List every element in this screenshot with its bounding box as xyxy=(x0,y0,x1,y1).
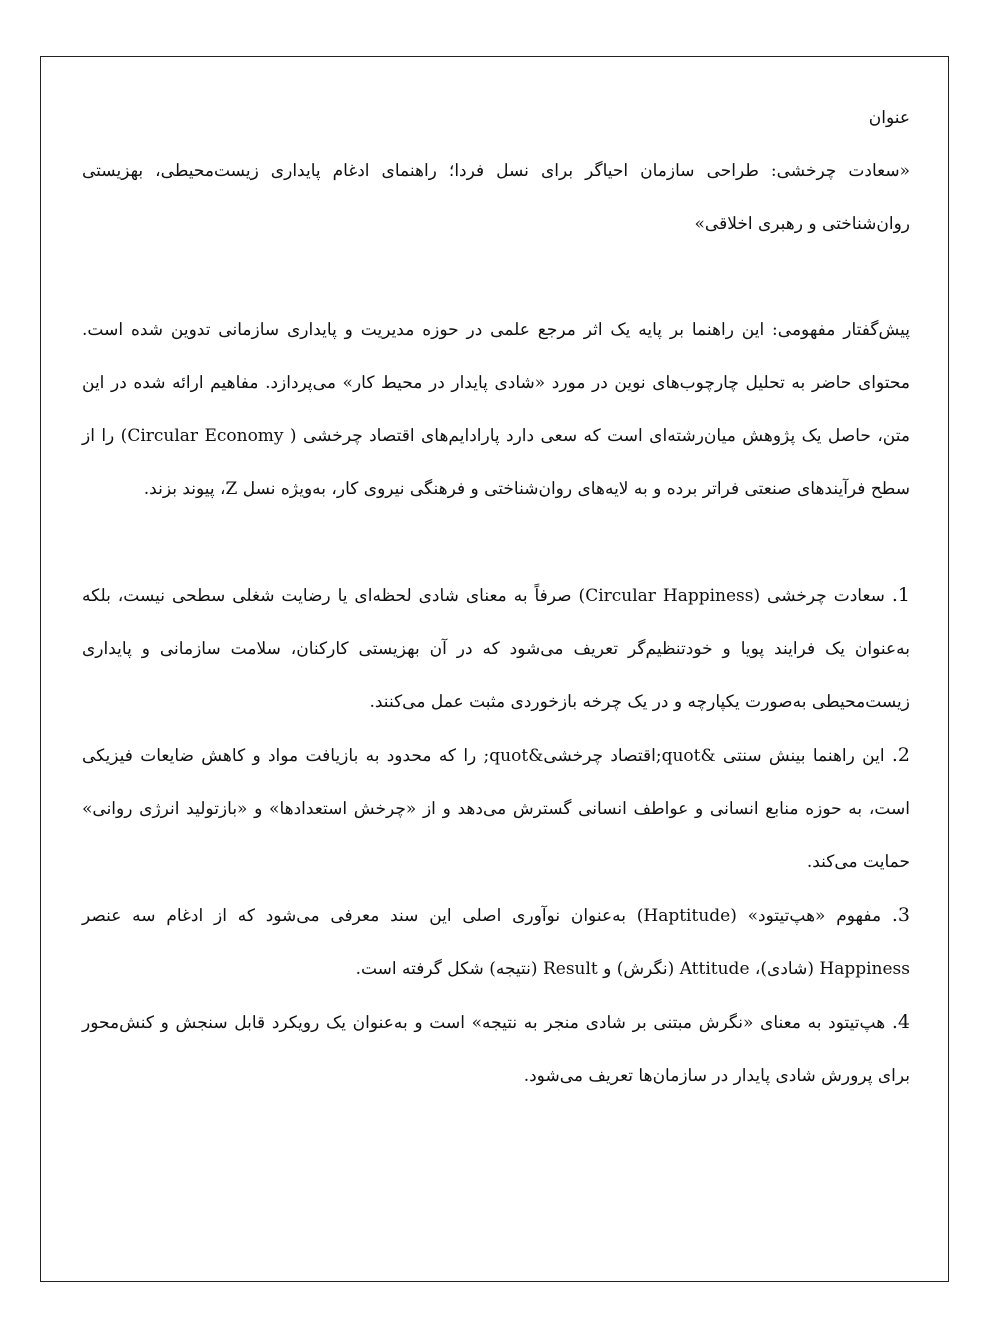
list-item xyxy=(82,889,910,996)
list-item-number: 3. xyxy=(891,904,911,926)
list-item-number: 2. xyxy=(891,744,911,766)
spacer xyxy=(82,516,910,569)
list-item xyxy=(82,569,910,729)
document-title: «سعادت چرخشی: طراحی سازمان احیاگر برای نسل فردا؛ راهنمای ادغام پایداری زیست‌محیطی، بهزیستی روان‌شناختی و رهبری اخلاقی» xyxy=(82,161,910,234)
list-item-text: هپ‌تیتود به معنای «نگرش مبتنی بر شادی منجر به نتیجه» است و به‌عنوان یک رویکرد قابل سنجش و کنش‌محور برای پرورش شادی پایدار در سازمان‌ها تعریف می‌شود. xyxy=(82,1013,910,1086)
spacer xyxy=(82,251,910,304)
list-item-text: مفهوم «هپ‌تیتود» (Haptitude) به‌عنوان نوآوری اصلی این سند معرفی می‌شود که از ادغام سه عنصر Happiness (شادی)، Attitude (نگرش) و Result (نتیجه) شکل گرفته است. xyxy=(82,906,910,979)
preface-paragraph: پیش‌گفتار مفهومی: این راهنما بر پایه یک اثر مرجع علمی در حوزه مدیریت و پایداری سازمانی تدوین شده است. محتوای حاضر به تحلیل چارچوب‌های نوین در مورد «شادی پایدار در محیط کار» می‌پردازد. مفاهیم ارائه شده در این متن، حاصل یک پژوهش میان‌رشته‌ای است که سعی دارد پارادایم‌های اقتصاد چرخشی ( Circular Economy) را از سطح فرآیندهای صنعتی فراتر برده و به لایه‌های روان‌شناختی و فرهنگی نیروی کار، به‌ویژه نسل Z، پیوند بزند. xyxy=(82,320,910,499)
list-item xyxy=(82,729,910,889)
list-item-number: 4. xyxy=(891,1011,910,1033)
document-body xyxy=(82,92,910,1103)
heading-label: عنوان xyxy=(868,108,910,128)
list-item-text: سعادت چرخشی (Circular Happiness) صرفاً به معنای شادی لحظه‌ای یا رضایت شغلی سطحی نیست، بلکه به‌عنوان یک فرایند پویا و خودتنظیم‌گر تعریف می‌شود که در آن بهزیستی کارکنان، سلامت سازمانی و پایداری زیست‌محیطی به‌صورت یکپارچه و در یک چرخه بازخوردی مثبت عمل می‌کنند. xyxy=(82,586,910,712)
list-item-text: این راهنما بینش سنتی &quot;اقتصاد چرخشی&quot; را که محدود به بازیافت مواد و کاهش ضایعات فیزیکی است، به حوزه منابع انسانی و عواطف انسانی گسترش می‌دهد و از «چرخش استعدادها» و «بازتولید انرژی روانی» حمایت می‌کند. xyxy=(82,746,910,872)
list-item xyxy=(82,996,910,1103)
list-item-number: 1. xyxy=(891,584,911,606)
